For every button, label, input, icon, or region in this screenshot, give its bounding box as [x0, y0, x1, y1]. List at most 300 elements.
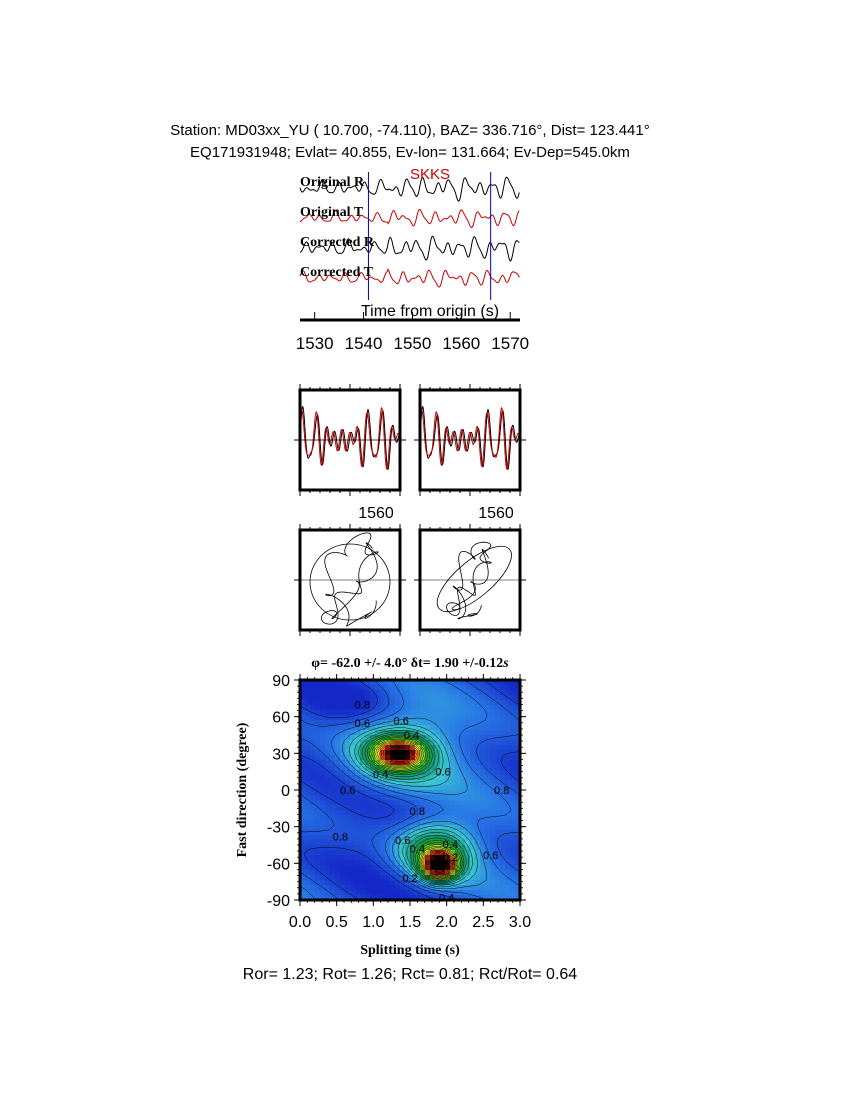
energy-cell: [500, 810, 506, 816]
energy-cell: [305, 685, 311, 691]
energy-cell: [450, 805, 456, 811]
energy-cell: [365, 835, 371, 841]
energy-cell: [500, 805, 506, 811]
energy-cell: [400, 805, 406, 811]
energy-cell: [460, 795, 466, 801]
energy-cell: [355, 690, 361, 696]
energy-cell: [335, 810, 341, 816]
energy-cell: [445, 725, 451, 731]
energy-cell: [380, 805, 386, 811]
energy-cell: [335, 725, 341, 731]
energy-cell: [340, 875, 346, 881]
energy-cell: [305, 755, 311, 761]
energy-cell: [460, 700, 466, 706]
energy-cell: [385, 720, 391, 726]
energy-cell: [315, 830, 321, 836]
energy-cell: [385, 865, 391, 871]
energy-cell: [490, 835, 496, 841]
energy-cell: [330, 875, 336, 881]
energy-cell: [440, 685, 446, 691]
energy-cell: [320, 840, 326, 846]
energy-cell: [310, 850, 316, 856]
energy-cell: [425, 735, 431, 741]
energy-cell: [465, 695, 471, 701]
energy-cell: [455, 685, 461, 691]
contour-label: 0.4: [373, 769, 389, 782]
energy-cell: [315, 780, 321, 786]
energy-cell: [390, 870, 396, 876]
energy-cell: [470, 715, 476, 721]
energy-cell: [480, 890, 486, 896]
energy-cell: [500, 770, 506, 776]
energy-cell: [390, 815, 396, 821]
energy-cell: [395, 750, 401, 756]
energy-cell: [385, 870, 391, 876]
energy-cell: [340, 850, 346, 856]
energy-cell: [410, 685, 416, 691]
energy-cell: [320, 720, 326, 726]
contour-label: 0.2: [442, 852, 458, 865]
energy-cell: [330, 755, 336, 761]
energy-cell: [380, 850, 386, 856]
energy-cell: [510, 890, 516, 896]
energy-cell: [360, 785, 366, 791]
energy-cell: [460, 740, 466, 746]
energy-cell: [485, 880, 491, 886]
energy-cell: [340, 805, 346, 811]
energy-cell: [325, 695, 331, 701]
energy-cell: [325, 710, 331, 716]
energy-cell: [395, 795, 401, 801]
energy-cell: [355, 880, 361, 886]
energy-cell: [510, 850, 516, 856]
energy-cell: [375, 700, 381, 706]
energy-cell: [475, 850, 481, 856]
energy-cell: [430, 805, 436, 811]
energy-cell: [445, 795, 451, 801]
energy-cell: [510, 775, 516, 781]
energy-cell: [375, 880, 381, 886]
energy-cell: [420, 890, 426, 896]
contour-label: 0.8: [494, 785, 510, 797]
energy-cell: [445, 790, 451, 796]
energy-cell: [340, 825, 346, 831]
energy-cell: [395, 705, 401, 711]
energy-cell: [445, 735, 451, 741]
energy-cell: [415, 790, 421, 796]
energy-cell: [430, 715, 436, 721]
energy-cell: [505, 880, 511, 886]
energy-cell: [355, 860, 361, 866]
energy-cell: [325, 840, 331, 846]
energy-cell: [505, 770, 511, 776]
energy-cell: [450, 720, 456, 726]
energy-cell: [310, 830, 316, 836]
energy-cell: [360, 880, 366, 886]
energy-cell: [500, 700, 506, 706]
energy-cell: [465, 740, 471, 746]
grid-y-tick-label: -30: [266, 819, 290, 837]
energy-cell: [315, 795, 321, 801]
energy-cell: [450, 770, 456, 776]
energy-cell: [510, 745, 516, 751]
energy-cell: [490, 685, 496, 691]
energy-cell: [455, 775, 461, 781]
energy-cell: [475, 845, 481, 851]
energy-cell: [495, 805, 501, 811]
energy-cell: [465, 710, 471, 716]
energy-cell: [315, 855, 321, 861]
energy-cell: [460, 760, 466, 766]
energy-cell: [325, 830, 331, 836]
energy-cell: [370, 750, 376, 756]
energy-cell: [330, 705, 336, 711]
energy-cell: [480, 875, 486, 881]
energy-cell: [315, 735, 321, 741]
energy-cell: [370, 880, 376, 886]
energy-cell: [385, 825, 391, 831]
energy-cell: [415, 685, 421, 691]
energy-cell: [475, 795, 481, 801]
energy-cell: [495, 770, 501, 776]
energy-cell: [360, 750, 366, 756]
energy-cell: [495, 695, 501, 701]
energy-cell: [475, 885, 481, 891]
energy-cell: [450, 735, 456, 741]
energy-cell: [325, 835, 331, 841]
trace-label-original-r: Original R: [300, 175, 365, 190]
energy-cell: [475, 740, 481, 746]
energy-cell: [385, 890, 391, 896]
energy-cell: [390, 695, 396, 701]
grid-y-tick-label: 0: [281, 783, 290, 800]
energy-cell: [475, 835, 481, 841]
energy-cell: [425, 795, 431, 801]
energy-cell: [385, 745, 391, 751]
energy-cell: [440, 780, 446, 786]
energy-cell: [370, 805, 376, 811]
energy-cell: [485, 805, 491, 811]
energy-cell: [455, 820, 461, 826]
energy-cell: [480, 730, 486, 736]
energy-cell: [310, 700, 316, 706]
energy-cell: [445, 700, 451, 706]
energy-cell: [440, 815, 446, 821]
energy-cell: [385, 835, 391, 841]
energy-cell: [370, 825, 376, 831]
energy-cell: [375, 870, 381, 876]
energy-cell: [470, 690, 476, 696]
energy-cell: [505, 775, 511, 781]
energy-cell: [320, 745, 326, 751]
energy-cell: [330, 765, 336, 771]
energy-cell: [455, 725, 461, 731]
energy-cell: [345, 815, 351, 821]
energy-cell: [320, 705, 326, 711]
energy-cell: [315, 705, 321, 711]
energy-cell: [490, 840, 496, 846]
energy-cell: [330, 695, 336, 701]
energy-cell: [400, 775, 406, 781]
energy-cell: [305, 780, 311, 786]
energy-cell: [360, 800, 366, 806]
energy-cell: [355, 815, 361, 821]
energy-cell: [470, 880, 476, 886]
energy-cell: [310, 820, 316, 826]
energy-cell: [495, 730, 501, 736]
energy-cell: [510, 885, 516, 891]
energy-cell: [390, 880, 396, 886]
energy-cell: [405, 780, 411, 786]
energy-cell: [435, 695, 441, 701]
energy-cell: [390, 890, 396, 896]
energy-cell: [315, 850, 321, 856]
energy-cell: [450, 710, 456, 716]
energy-cell: [415, 785, 421, 791]
energy-cell: [495, 840, 501, 846]
energy-cell: [305, 820, 311, 826]
energy-cell: [355, 800, 361, 806]
energy-cell: [385, 810, 391, 816]
energy-cell: [465, 770, 471, 776]
energy-cell: [475, 770, 481, 776]
energy-cell: [340, 870, 346, 876]
energy-cell: [315, 740, 321, 746]
energy-cell: [465, 730, 471, 736]
energy-cell: [460, 800, 466, 806]
energy-cell: [405, 685, 411, 691]
energy-cell: [370, 685, 376, 691]
energy-cell: [510, 705, 516, 711]
energy-cell: [385, 820, 391, 826]
energy-cell: [435, 755, 441, 761]
energy-cell: [510, 855, 516, 861]
energy-cell: [455, 795, 461, 801]
energy-cell: [310, 835, 316, 841]
energy-cell: [470, 860, 476, 866]
energy-cell: [340, 730, 346, 736]
energy-cell: [415, 885, 421, 891]
energy-cell: [395, 755, 401, 761]
energy-cell: [495, 740, 501, 746]
energy-cell: [350, 845, 356, 851]
energy-cell: [465, 785, 471, 791]
contour-label: 0.4: [442, 838, 458, 851]
energy-cell: [310, 715, 316, 721]
energy-cell: [375, 825, 381, 831]
energy-cell: [310, 705, 316, 711]
energy-cell: [460, 720, 466, 726]
energy-cell: [360, 885, 366, 891]
energy-cell: [365, 870, 371, 876]
energy-cell: [475, 690, 481, 696]
energy-cell: [465, 720, 471, 726]
energy-cell: [465, 815, 471, 821]
energy-cell: [510, 790, 516, 796]
contour-label: 0.8: [354, 699, 370, 712]
energy-cell: [460, 685, 466, 691]
energy-cell: [415, 800, 421, 806]
energy-cell: [355, 845, 361, 851]
energy-cell: [455, 700, 461, 706]
energy-cell: [505, 760, 511, 766]
energy-cell: [320, 775, 326, 781]
energy-cell: [510, 715, 516, 721]
energy-cell: [335, 860, 341, 866]
energy-cell: [325, 735, 331, 741]
energy-cell: [325, 780, 331, 786]
energy-cell: [370, 830, 376, 836]
energy-cell: [485, 775, 491, 781]
energy-cell: [335, 695, 341, 701]
energy-cell: [500, 885, 506, 891]
energy-cell: [510, 825, 516, 831]
energy-cell: [420, 790, 426, 796]
energy-cell: [495, 890, 501, 896]
energy-cell: [480, 805, 486, 811]
energy-cell: [390, 785, 396, 791]
grid-x-tick-label: 0.5: [325, 914, 348, 931]
energy-cell: [490, 825, 496, 831]
contour-label: 0.6: [483, 849, 499, 862]
energy-cell: [500, 860, 506, 866]
contour-label: 0.4: [409, 843, 425, 856]
energy-cell: [480, 745, 486, 751]
energy-cell: [495, 720, 501, 726]
energy-cell: [330, 825, 336, 831]
energy-cell: [505, 715, 511, 721]
energy-cell: [305, 740, 311, 746]
energy-cell: [450, 765, 456, 771]
energy-cell: [510, 845, 516, 851]
energy-cell: [375, 805, 381, 811]
energy-cell: [420, 795, 426, 801]
energy-cell: [305, 815, 311, 821]
energy-cell: [395, 820, 401, 826]
energy-cell: [420, 710, 426, 716]
energy-cell: [500, 710, 506, 716]
energy-cell: [365, 795, 371, 801]
energy-cell: [305, 710, 311, 716]
seismogram-tick-label: 1550: [393, 334, 432, 353]
energy-cell: [505, 845, 511, 851]
energy-cell: [380, 890, 386, 896]
energy-cell: [390, 800, 396, 806]
energy-cell: [365, 780, 371, 786]
energy-cell: [510, 795, 516, 801]
energy-cell: [305, 705, 311, 711]
energy-cell: [460, 810, 466, 816]
energy-cell: [345, 870, 351, 876]
energy-cell: [440, 805, 446, 811]
energy-cell: [305, 880, 311, 886]
energy-cell: [480, 790, 486, 796]
energy-cell: [430, 700, 436, 706]
energy-cell: [500, 735, 506, 741]
energy-cell: [315, 865, 321, 871]
energy-cell: [345, 820, 351, 826]
energy-cell: [345, 800, 351, 806]
energy-cell: [325, 845, 331, 851]
energy-cell: [310, 780, 316, 786]
energy-cell: [315, 750, 321, 756]
energy-cell: [310, 875, 316, 881]
energy-cell: [505, 855, 511, 861]
energy-cell: [510, 730, 516, 736]
energy-cell: [495, 685, 501, 691]
energy-cell: [485, 800, 491, 806]
energy-cell: [345, 760, 351, 766]
energy-cell: [370, 785, 376, 791]
energy-cell: [340, 890, 346, 896]
energy-cell: [345, 810, 351, 816]
energy-cell: [350, 830, 356, 836]
energy-cell: [445, 730, 451, 736]
energy-cell: [330, 730, 336, 736]
energy-cell: [430, 685, 436, 691]
energy-cell: [490, 775, 496, 781]
energy-cell: [490, 830, 496, 836]
energy-cell: [510, 840, 516, 846]
energy-cell: [350, 855, 356, 861]
energy-cell: [480, 750, 486, 756]
energy-cell: [495, 690, 501, 696]
energy-cell: [360, 845, 366, 851]
energy-cell: [425, 860, 431, 866]
energy-cell: [345, 740, 351, 746]
energy-cell: [440, 720, 446, 726]
energy-cell: [400, 695, 406, 701]
energy-cell: [310, 870, 316, 876]
energy-cell: [305, 785, 311, 791]
energy-cell: [505, 835, 511, 841]
energy-cell: [435, 740, 441, 746]
energy-cell: [455, 780, 461, 786]
energy-cell: [355, 795, 361, 801]
energy-cell: [510, 870, 516, 876]
energy-cell: [385, 750, 391, 756]
energy-cell: [430, 780, 436, 786]
energy-cell: [320, 695, 326, 701]
energy-cell: [445, 695, 451, 701]
energy-cell: [480, 870, 486, 876]
energy-cell: [365, 860, 371, 866]
energy-cell: [395, 700, 401, 706]
energy-cell: [405, 890, 411, 896]
energy-cell: [435, 705, 441, 711]
energy-cell: [465, 890, 471, 896]
energy-cell: [305, 890, 311, 896]
energy-cell: [445, 780, 451, 786]
energy-cell: [510, 810, 516, 816]
energy-cell: [465, 825, 471, 831]
energy-cell: [305, 750, 311, 756]
energy-cell: [500, 685, 506, 691]
energy-cell: [305, 695, 311, 701]
energy-cell: [480, 825, 486, 831]
energy-cell: [455, 810, 461, 816]
contour-label: 0.4: [403, 730, 420, 742]
energy-cell: [425, 690, 431, 696]
energy-cell: [350, 860, 356, 866]
energy-cell: [495, 830, 501, 836]
energy-cell: [325, 785, 331, 791]
energy-cell: [510, 755, 516, 761]
energy-cell: [320, 725, 326, 731]
energy-cell: [435, 815, 441, 821]
energy-cell: [310, 685, 316, 691]
energy-cell: [470, 730, 476, 736]
